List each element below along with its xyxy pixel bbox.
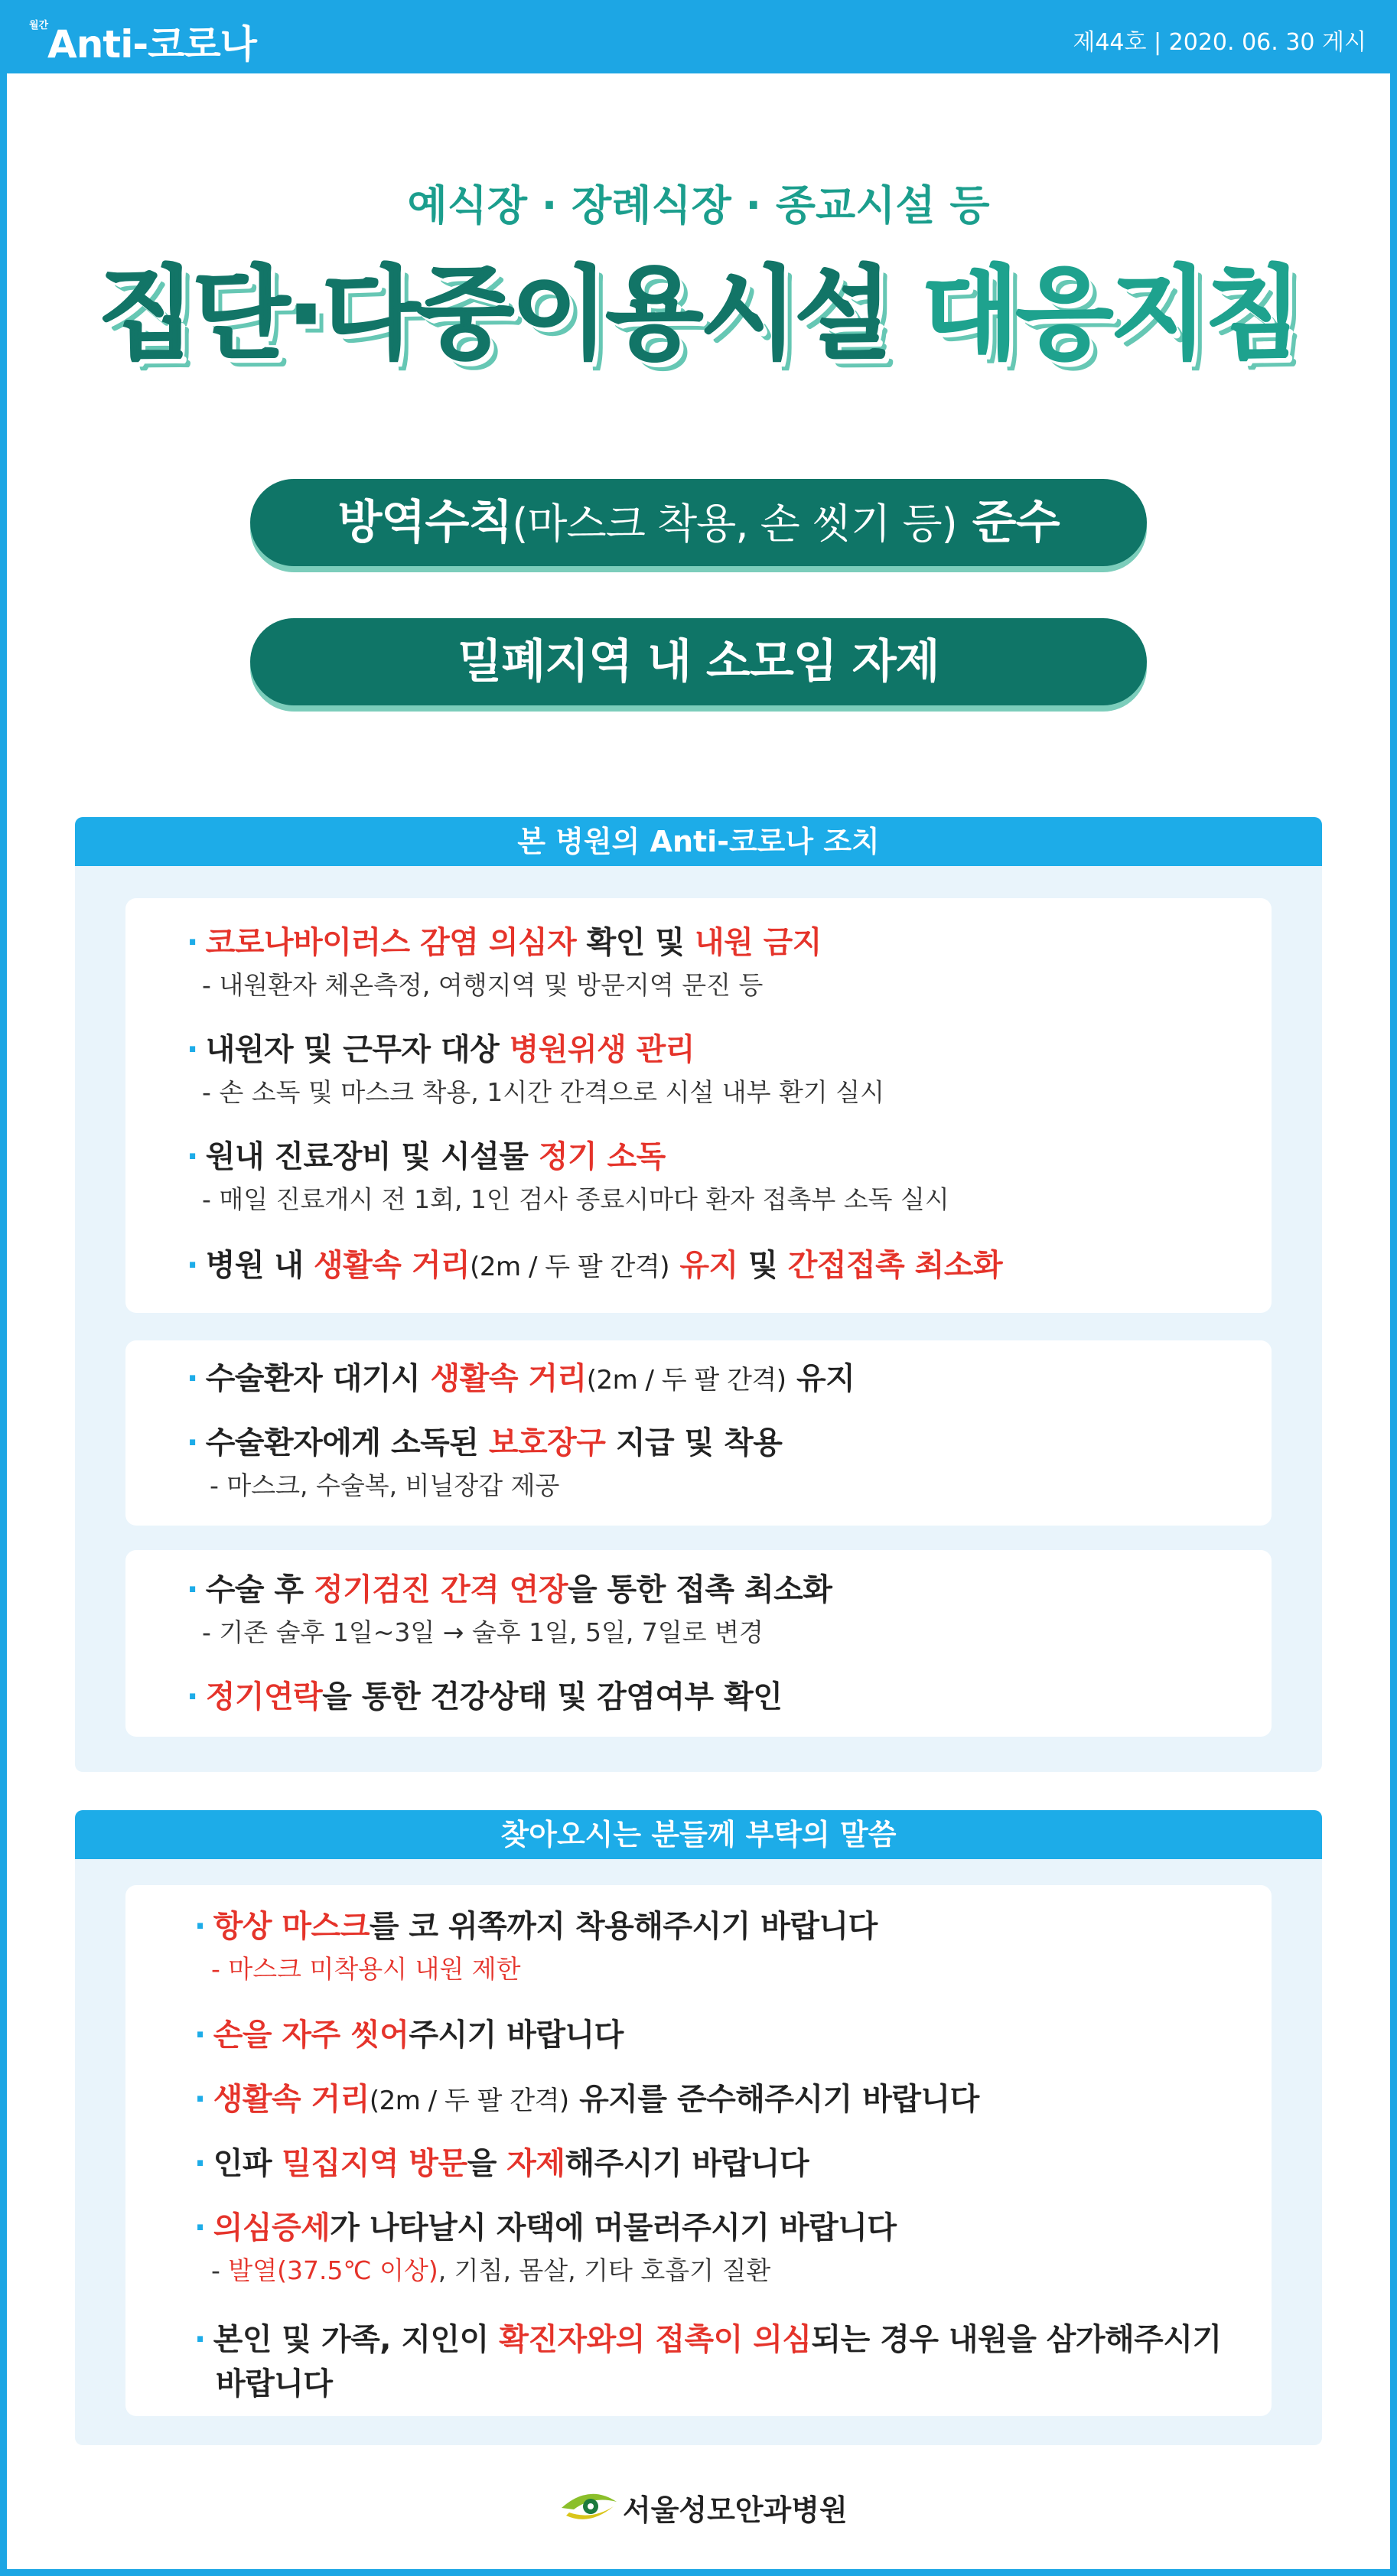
pill2-text: 밀폐지역 내 소모임 자제 — [458, 635, 939, 689]
pill1-bold-a: 방역수칙 — [337, 496, 513, 549]
list-item-detail: - 마스크 미착용시 내원 제한 — [211, 1954, 521, 1984]
list-item: · 본인 및 가족, 지인이 확진자와의 접촉이 의심되는 경우 내원을 삼가해주시기 — [194, 2322, 1222, 2357]
list-item: · 원내 진료장비 및 시설물 정기 소독 — [187, 1139, 666, 1174]
list-item: · 수술 후 정기검진 간격 연장을 통한 접촉 최소화 — [187, 1572, 832, 1607]
brand-monthly-label: 월간 — [29, 20, 49, 31]
list-item: · 손을 자주 씻어주시기 바랍니다 — [194, 2017, 624, 2053]
hero-title — [0, 257, 1397, 372]
measures-card-surgery — [125, 1340, 1272, 1526]
pill1-bold-b: 준수 — [956, 496, 1060, 549]
requests-card — [125, 1885, 1272, 2416]
pill1-light: (마스크 착용, 손 씻기 등) — [512, 500, 957, 548]
hero-subtitle: 예식장 · 장례식장 · 종교시설 등 — [407, 181, 990, 230]
list-item: · 항상 마스크를 코 위쪽까지 착용해주시기 바랍니다 — [194, 1909, 878, 1944]
list-item-detail: - 손 소독 및 마스크 착용, 1시간 간격으로 시설 내부 환기 실시 — [202, 1077, 884, 1107]
list-item-detail: - 발열(37.5℃ 이상), 기침, 몸살, 기타 호흡기 질환 — [211, 2255, 771, 2285]
brand-logo-text: Anti-코로나 — [47, 22, 256, 67]
top-banner — [0, 0, 1397, 73]
measures-card-followup — [125, 1550, 1272, 1737]
guideline-pill-gathering — [250, 618, 1147, 705]
hero-title-text — [98, 257, 1299, 372]
hospital-measures-section — [75, 817, 1322, 1772]
list-item: · 병원 내 생활속 거리(2m / 두 팔 간격) 유지 및 간접접촉 최소화 — [187, 1248, 1003, 1283]
section-title: 찾아오시는 분들께 부탁의 말씀 — [75, 1810, 1322, 1859]
issue-info: 제44호 | 2020. 06. 30 게시 — [1073, 29, 1366, 56]
hero-title-accent: 대응지침 — [921, 256, 1300, 373]
list-item: · 의심증세가 나타날시 자택에 머물러주시기 바랍니다 — [194, 2210, 897, 2245]
list-item-continued: 바랍니다 — [216, 2366, 333, 2402]
list-item-detail: - 마스크, 수술복, 비닐장갑 제공 — [210, 1470, 560, 1500]
visitor-requests-section — [75, 1810, 1322, 2445]
list-item-detail: - 매일 진료개시 전 1회, 1인 검사 종료시마다 환자 접촉부 소독 실시 — [202, 1184, 949, 1214]
eye-logo-icon — [558, 2482, 620, 2528]
section-title: 본 병원의 Anti-코로나 조치 — [75, 817, 1322, 866]
list-item: · 내원자 및 근무자 대상 병원위생 관리 — [187, 1032, 695, 1067]
list-item: · 코로나바이러스 감염 의심자 확인 및 내원 금지 — [187, 925, 822, 960]
list-item: · 생활속 거리(2m / 두 팔 간격) 유지를 준수해주시기 바랍니다 — [194, 2082, 979, 2117]
list-item-detail: - 기존 술후 1일~3일 → 술후 1일, 5일, 7일로 변경 — [202, 1617, 764, 1647]
list-item: · 수술환자 대기시 생활속 거리(2m / 두 팔 간격) 유지 — [187, 1361, 855, 1396]
hospital-logo — [558, 2479, 849, 2532]
hero-title-main: 집단·다중이용시설 — [97, 256, 890, 373]
hospital-name: 서울성모안과병원 — [623, 2493, 848, 2527]
guideline-pill-quarantine — [250, 479, 1147, 566]
list-item-detail: - 내원환자 체온측정, 여행지역 및 방문지역 문진 등 — [202, 970, 764, 1000]
list-item: · 인파 밀집지역 방문을 자제해주시기 바랍니다 — [194, 2146, 809, 2181]
list-item: · 수술환자에게 소독된 보호장구 지급 및 착용 — [187, 1425, 783, 1461]
measures-card-general — [125, 898, 1272, 1313]
list-item: · 정기연락을 통한 건강상태 및 감염여부 확인 — [187, 1679, 783, 1715]
